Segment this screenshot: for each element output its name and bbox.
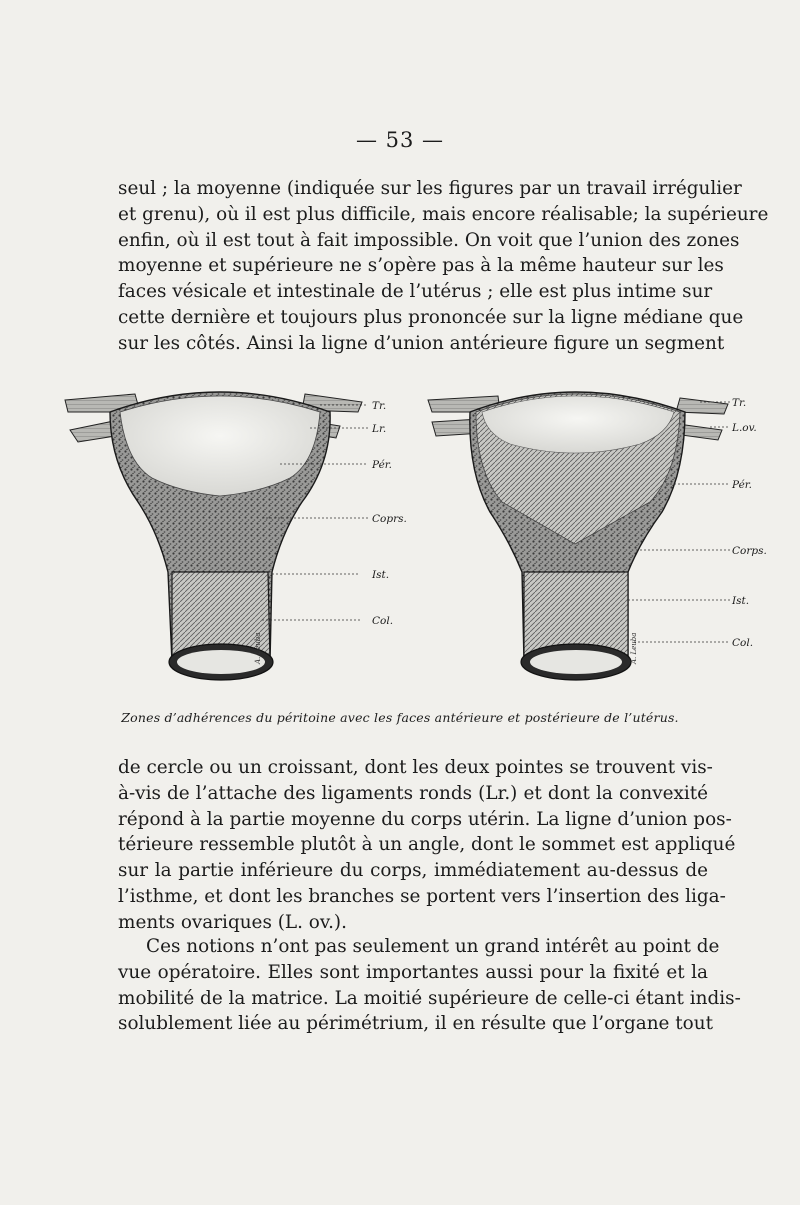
label-right-corps: Corps. — [732, 545, 767, 557]
text-line: sur la partie inférieure du corps, immédiatement au-dessus de — [118, 860, 708, 882]
label-right-tr: Tr. — [732, 397, 747, 409]
text-line: enfin, où il est tout à fait impossible. On voit que l’union des zones — [118, 229, 740, 251]
text-line: mobilité de la matrice. La moitié supérieure de celle-ci étant indis- — [118, 987, 741, 1009]
page-number: — 53 — — [355, 128, 445, 152]
text-line: sur les côtés. Ainsi la ligne d’union antérieure figure un segment — [118, 332, 725, 354]
label-left-col: Col. — [372, 615, 394, 627]
uterus-illustration — [40, 372, 780, 702]
uterus-figure — [40, 372, 780, 702]
label-left-lr: Lr. — [372, 423, 387, 435]
uterus-anterior-view — [65, 392, 407, 680]
label-right-col: Col. — [732, 637, 754, 649]
text-line: ments ovariques (L. ov.). — [118, 911, 347, 933]
text-line: moyenne et supérieure ne s’opère pas à la même hauteur sur les — [118, 255, 724, 277]
text-line: solublement liée au périmétrium, il en résulte que l’organe tout — [118, 1013, 713, 1035]
label-left-ist: Ist. — [372, 569, 390, 581]
engraver-signature-right: A. Leuba — [630, 632, 638, 664]
label-left-corps: Coprs. — [372, 513, 407, 525]
text-line: vue opératoire. Elles sont importantes aussi pour la fixité et la — [118, 961, 708, 983]
text-line: de cercle ou un croissant, dont les deux pointes se trouvent vis- — [118, 757, 713, 778]
label-left-tr: Tr. — [372, 400, 387, 412]
text-line: l’isthme, et dont les branches se portent vers l’insertion des liga- — [118, 885, 726, 907]
paragraph-3 — [118, 934, 741, 1037]
label-right-per: Pér. — [732, 479, 753, 491]
text-line: Ces notions n’ont pas seulement un grand intérêt au point de — [146, 936, 720, 957]
text-line: cette dernière et toujours plus prononcée sur la ligne médiane que — [118, 306, 744, 328]
label-right-ist: Ist. — [732, 595, 750, 607]
label-right-lov: L.ov. — [732, 422, 757, 434]
engraver-signature-left: A. Leuba — [254, 632, 262, 664]
text-line: seul ; la moyenne (indiquée sur les figures par un travail irrégulier — [118, 178, 742, 199]
text-line: et grenu), où il est plus difficile, mais encore réalisable; la supérieure — [118, 203, 769, 225]
label-left-per: Pér. — [372, 459, 393, 471]
text-line: à-vis de l’attache des ligaments ronds (Lr.) et dont la convexité — [118, 782, 708, 804]
uterus-posterior-view — [428, 392, 767, 680]
paragraph-1 — [118, 176, 769, 357]
paragraph-2 — [118, 755, 736, 936]
text-line: répond à la partie moyenne du corps utérin. La ligne d’union pos- — [118, 808, 732, 830]
figure-caption: Zones d’adhérences du péritoine avec les faces antérieure et postérieure de l’utérus. — [121, 710, 679, 725]
text-line: térieure ressemble plutôt à un angle, dont le sommet est appliqué — [118, 834, 736, 856]
text-line: faces vésicale et intestinale de l’utérus ; elle est plus intime sur — [118, 281, 713, 303]
